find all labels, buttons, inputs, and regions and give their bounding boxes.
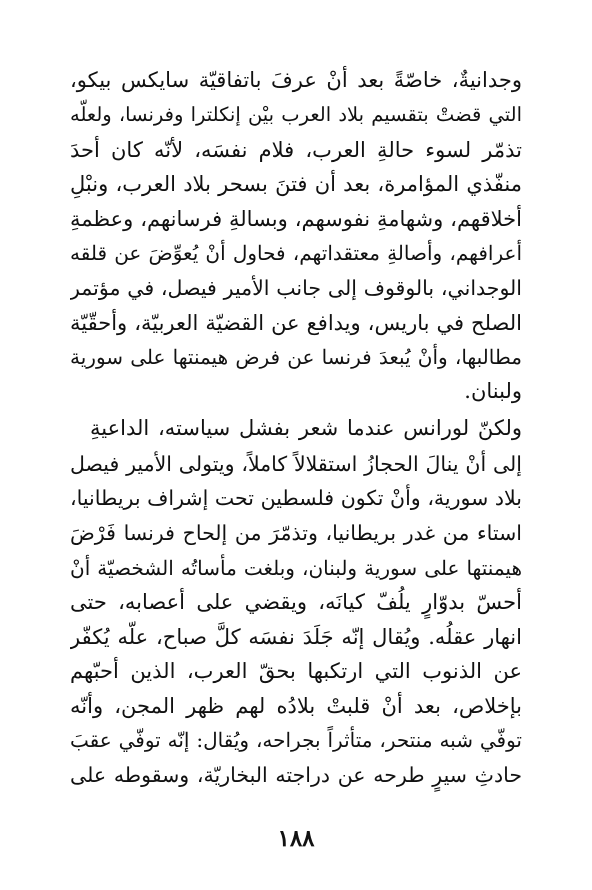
text-line: حادثِ سيرٍ طرحه عن دراجته البخاريّة، وسقوطه على	[70, 763, 522, 787]
text-line: وجدانيةٌ، خاصّةً بعد أنْ عرفَ باتفاقيّة سايكس بيكو،	[70, 68, 522, 92]
page-number: ١٨٨	[277, 825, 315, 852]
text-line: الوجداني، بالوقوف إلى جانب الأمير فيصل، في مؤتمر	[70, 276, 522, 300]
text-line: استاء من غدر بريطانيا، وتذمّرَ من إلحاح فرنسا فَرْضَ	[70, 521, 522, 545]
text-line: التي قضتْ بتقسيم بلاد العرب بيْن إنكلترا وفرنسا، ولعلّه	[70, 103, 522, 126]
text-line: بلاد سورية، وأنْ تكون فلسطين تحت إشراف بريطانيا،	[70, 486, 522, 510]
text-line: هيمنتها على سورية ولبنان، وبلغت مأساتُه الشخصيّة أنْ	[70, 556, 522, 580]
text-line: أخلاقهم، وشهامةِ نفوسهم، وبسالةِ فرسانهم، وعظمةِ	[70, 207, 522, 231]
text-line: ولبنان.	[464, 379, 522, 403]
text-line: أعرافهم، وأصالةِ معتقداتهم، فحاول أنْ يُعوِّضَ عن قلقه	[70, 241, 522, 265]
text-line: عن الذنوب التي ارتكبها بحقّ العرب، الذين أحبّهم	[70, 659, 522, 683]
text-line: توفّي شبه منتحر، متأثراً بجراحه، ويُقال: إنّه توفّي عقبَ	[70, 728, 522, 752]
text-line: مطالبها، وأنْ يُبعدَ فرنسا عن فرض هيمنتها على سورية	[70, 345, 522, 369]
text-line: انهار عقلُه. ويُقال إنّه جَلَدَ نفسَه كلَّ صباح، علّه يُكفّر	[70, 625, 522, 649]
text-line: ولكنّ لورانس عندما شعر بفشل سياسته، الداعيةِ	[90, 416, 522, 440]
text-line: إلى أنْ ينالَ الحجازُ استقلالاً كاملاً، ويتولى الأمير فيصل	[70, 452, 522, 476]
text-line: منفّذي المؤامرة، بعد أن فتنَ بسحر بلاد العرب، ونبْلِ	[70, 172, 522, 196]
text-line: تذمّر لسوء حالةِ العرب، فلام نفسَه، لأنّه كان أحدَ	[70, 138, 522, 162]
text-line: بإخلاص، بعد أنْ قلبتْ بلادُه لهم ظهر المجن، وأنّه	[70, 694, 522, 718]
text-line: أحسّ بدوّارٍ يلُفّ كيانَه، ويقضي على أعصابه، حتى	[70, 590, 522, 614]
text-line: الصلح في باريس، ويدافع عن القضيّة العربيّة، وأحقّيّة	[70, 311, 522, 335]
